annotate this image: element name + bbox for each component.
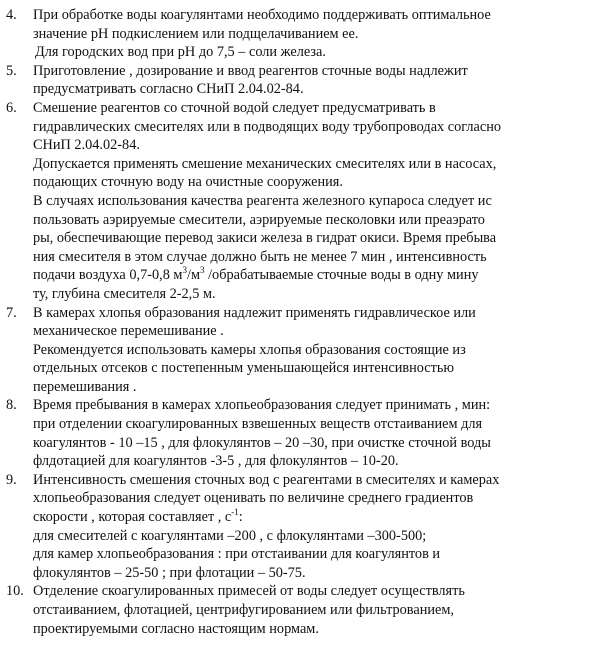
text-line: ры, обеспечивающие перевод закиси железа в гидрат окиси. Время пребыва (33, 230, 497, 247)
text-line: проектируемыми согласно настоящим нормам. (33, 620, 319, 637)
item-text (33, 396, 578, 470)
text-line: Приготовление , дозирование и ввод реагентов сточные воды надлежит (33, 62, 468, 79)
text-line: пользовать аэрируемые смесители, аэрируемые песколовки или преаэрато (33, 211, 485, 228)
text-fragment: подачи воздуха 0,7-0,8 м (33, 267, 183, 284)
list-item-7 (0, 304, 593, 397)
text-line: значение pH подкислением или подщелачиванием ее. (33, 25, 359, 42)
item-number: 4. (6, 7, 17, 23)
item-number: 9. (6, 471, 17, 488)
document-body (0, 6, 593, 638)
text-line: гидравлических смесителях или в подводящих воду трубопроводах согласно (33, 118, 502, 135)
text-line: отстаиванием, флотацией, центрифугированием или фильтрованием, (33, 602, 454, 618)
text-line: Для городских вод при pH до 7,5 – соли железа. (35, 44, 326, 61)
text-fragment: /м (186, 267, 200, 284)
text-line: коагулянтов - 10 –15 , для флокулянтов – 20 –30, при очистке сточной воды (33, 434, 491, 451)
text-line: Отделение скоагулированных примесей от воды следует осуществлять (33, 583, 465, 600)
text-line: при отделении скоагулированных взвешенных веществ отстаиванием для (33, 416, 483, 433)
text-line: для смесителей с коагулянтами –200 , с флокулянтами –300-500; (33, 527, 427, 544)
item-number: 8. (6, 397, 17, 414)
item-number: 5. (6, 62, 17, 79)
text-line: перемешивания . (33, 378, 137, 395)
text-line: флокулянтов – 25-50 ; при флотации – 50-75. (33, 564, 306, 581)
text-fragment: /обрабатываемые сточные воды в одну мину (204, 267, 479, 284)
text-line: Допускается применять смешение механических смесителях или в насосах, (33, 155, 497, 172)
item-text (33, 471, 578, 583)
text-line: флдотацией для коагулянтов -3-5 , для флокулянтов – 10-20. (33, 453, 399, 470)
list-item-4 (0, 6, 593, 62)
list-item-8 (0, 396, 593, 470)
list-item-9 (0, 471, 593, 583)
text-line: ния смесителя в этом случае должно быть не менее 7 мин , интенсивность (33, 248, 487, 265)
text-line: хлопьеобразования следует оценивать по величине среднего градиентов (33, 490, 474, 507)
item-text (33, 582, 578, 638)
list-item-5 (0, 62, 593, 99)
text-line: механическое перемешивание . (33, 323, 224, 340)
superscript: 3 (200, 265, 205, 276)
item-text (33, 99, 578, 304)
list-item-10 (0, 582, 593, 638)
text-line: При обработке воды коагулянтами необходимо поддерживать оптимальное (33, 7, 491, 23)
item-text (33, 6, 578, 62)
text-line: В случаях использования качества реагента железного купароса следует ис (33, 192, 492, 209)
text-line: предусматривать согласно СНиП 2.04.02-84. (33, 81, 304, 98)
text-line: Время пребывания в камерах хлопьеобразования следует принимать , мин: (33, 397, 491, 414)
text-line: В камерах хлопья образования надлежит применять гидравлическое или (33, 304, 476, 321)
item-text (33, 62, 578, 99)
item-number: 6. (6, 99, 17, 116)
text-line: Рекомендуется использовать камеры хлопья образования состоящие из (33, 341, 466, 358)
list-item-6 (0, 99, 593, 304)
item-number: 7. (6, 304, 17, 321)
text-line: Интенсивность смешения сточных вод с реагентами в смесителях и камерах (33, 471, 500, 488)
text-fragment: скорости , которая составляет , с (33, 509, 232, 526)
text-line: ту, глубина смесителя 2-2,5 м. (33, 285, 216, 302)
text-line: для камер хлопьеобразования : при отстаивании для коагулянтов и (33, 546, 441, 563)
text-fragment: : (238, 509, 243, 526)
superscript: -1 (231, 507, 239, 518)
text-line: СНиП 2.04.02-84. (33, 137, 140, 154)
text-line: Смешение реагентов со сточной водой следует предусматривать в (33, 99, 436, 116)
item-number: 10. (6, 583, 24, 600)
superscript: 3 (182, 265, 187, 276)
text-line-velocity (33, 508, 578, 527)
text-line: подающих сточную воду на очистные сооружения. (33, 174, 343, 191)
item-text (33, 304, 578, 397)
text-line-air-flow (33, 266, 578, 285)
text-line: отдельных отсеков с постепенным уменьшающейся интенсивностью (33, 360, 455, 377)
